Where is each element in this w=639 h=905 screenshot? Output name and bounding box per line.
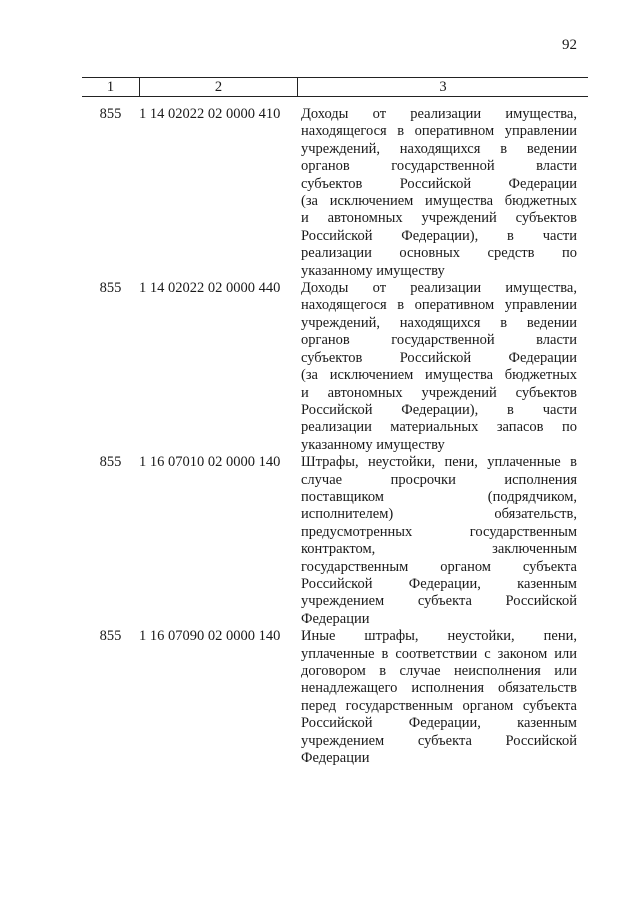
description-line: и автономных учреждений субъектов xyxy=(301,384,577,401)
description-line: субъектов Российской Федерации xyxy=(301,349,577,366)
description-line: Федерации xyxy=(301,750,370,767)
description-line: учреждением субъекта Российской xyxy=(301,732,577,749)
description xyxy=(301,628,577,767)
description-line: договором в случае неисполнения или xyxy=(301,663,577,679)
budget-code: 1 16 07010 02 0000 140 xyxy=(139,454,281,471)
description-line: предусмотренных государственным xyxy=(301,523,577,540)
description-line: Российской Федерации, казенным xyxy=(301,715,577,732)
table-row xyxy=(82,454,588,628)
description xyxy=(301,280,577,454)
admin-code: 855 xyxy=(99,280,122,297)
description-line: учреждением субъекта Российской xyxy=(301,593,577,610)
admin-code: 855 xyxy=(99,454,122,471)
description-line: органов государственной власти xyxy=(301,158,577,175)
description-line: уплаченные в соответствии с законом или xyxy=(301,645,577,662)
description-line: контрактом, заключенным xyxy=(301,541,577,558)
description-line: Российской Федерации, казенным xyxy=(301,575,577,592)
table-row xyxy=(82,628,588,767)
description-line: перед государственным органом субъекта xyxy=(301,697,577,714)
description-line: находящегося в оперативном управлении xyxy=(301,297,577,314)
description-line: Федерации xyxy=(301,610,370,627)
description-line: учреждений, находящихся в ведении xyxy=(301,314,577,331)
budget-code: 1 16 07090 02 0000 140 xyxy=(139,628,281,645)
description-line: случае просрочки исполнения xyxy=(301,471,577,488)
description-line: Доходы от реализации имущества, xyxy=(301,280,577,297)
table-row xyxy=(82,280,588,454)
table-body xyxy=(82,106,588,767)
description-line: указанному имуществу xyxy=(301,262,445,279)
description-line: поставщиком (подрядчиком, xyxy=(301,488,577,505)
description-line: Иные штрафы, неустойки, пени, xyxy=(301,628,577,645)
description-line: Штрафы, неустойки, пени, уплаченные в xyxy=(301,454,577,471)
description-line: ненадлежащего исполнения обязательств xyxy=(301,680,577,697)
description-line: Доходы от реализации имущества, xyxy=(301,106,577,122)
page-number: 92 xyxy=(562,37,577,53)
header-col-3: 3 xyxy=(298,78,589,97)
description-line: реализации материальных запасов по xyxy=(301,419,577,436)
description-line: учреждений, находящихся в ведении xyxy=(301,140,577,157)
description xyxy=(301,106,577,280)
admin-code: 855 xyxy=(99,628,122,645)
budget-code: 1 14 02022 02 0000 410 xyxy=(139,106,281,122)
table-header xyxy=(82,77,588,97)
header-col-2: 2 xyxy=(140,78,298,97)
description-line: Российской Федерации), в части xyxy=(301,227,577,244)
description xyxy=(301,454,577,628)
description-line: государственным органом субъекта xyxy=(301,558,577,575)
description-line: субъектов Российской Федерации xyxy=(301,175,577,192)
description-line: находящегося в оперативном управлении xyxy=(301,123,577,140)
table-row xyxy=(82,106,588,280)
description-line: Российской Федерации), в части xyxy=(301,401,577,418)
description-line: реализации основных средств по xyxy=(301,245,577,262)
description-line: (за исключением имущества бюджетных xyxy=(301,193,577,210)
description-line: (за исключением имущества бюджетных xyxy=(301,367,577,384)
description-line: и автономных учреждений субъектов xyxy=(301,210,577,227)
description-line: указанному имуществу xyxy=(301,436,445,453)
description-line: органов государственной власти xyxy=(301,332,577,349)
description-line: исполнителем) обязательств, xyxy=(301,506,577,523)
budget-code: 1 14 02022 02 0000 440 xyxy=(139,280,281,297)
header-col-1: 1 xyxy=(82,78,140,97)
admin-code: 855 xyxy=(99,106,122,122)
